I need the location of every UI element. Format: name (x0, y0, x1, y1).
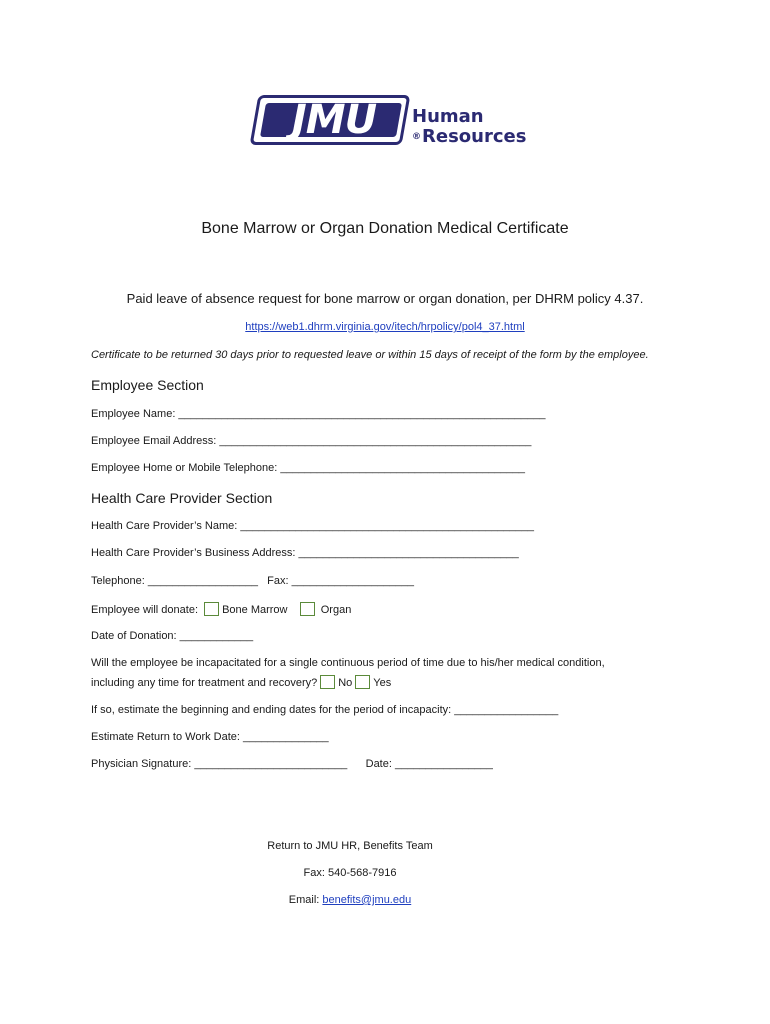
incapacity-dates-field[interactable]: If so, estimate the beginning and ending dates for the period of incapacity: _________________ (91, 704, 559, 716)
no-checkbox[interactable] (320, 675, 335, 689)
bone-marrow-checkbox[interactable] (204, 602, 219, 616)
fax-field[interactable]: Fax: ____________________ (267, 575, 414, 587)
organ-checkbox[interactable] (300, 602, 315, 616)
return-date-field[interactable]: Estimate Return to Work Date: ______________ (91, 731, 329, 743)
employee-name-field[interactable]: Employee Name: ____________________________________________________________ (91, 408, 546, 420)
return-to-text: Return to JMU HR, Benefits Team (267, 840, 433, 852)
provider-name-field[interactable]: Health Care Provider’s Name: ________________________________________________ (91, 520, 535, 532)
signature-field[interactable]: Physician Signature: _________________________ (91, 758, 348, 770)
donation-type-row: Employee will donate: Bone Marrow Organ (91, 604, 352, 616)
provider-section-heading: Health Care Provider Section (91, 490, 273, 506)
return-note: Certificate to be returned 30 days prior to requested leave or within 15 days of receipt of the form by the employee. (91, 349, 649, 361)
yes-checkbox[interactable] (355, 675, 370, 689)
signature-row (91, 758, 493, 770)
telephone-fax-row (91, 575, 414, 587)
signature-date-field[interactable]: Date: ________________ (365, 758, 493, 770)
telephone-field[interactable]: Telephone: __________________ (91, 575, 258, 587)
employee-email-field[interactable]: Employee Email Address: ___________________________________________________ (91, 435, 532, 447)
logo-unit-name: Human ®Resources (412, 106, 527, 147)
jmu-hr-logo (254, 95, 527, 151)
provider-address-field[interactable]: Health Care Provider’s Business Address: ____________________________________ (91, 547, 519, 559)
incapacity-question-line1: Will the employee be incapacitated for a single continuous period of time due to his/her medical condition, (91, 657, 605, 669)
donation-date-field[interactable]: Date of Donation: ____________ (91, 630, 254, 642)
employee-section-heading: Employee Section (91, 377, 204, 393)
benefits-email-link[interactable]: benefits@jmu.edu (322, 894, 412, 906)
intro-text: Paid leave of absence request for bone marrow or organ donation, per DHRM policy 4.37. (126, 291, 644, 306)
employee-phone-field[interactable]: Employee Home or Mobile Telephone: ________________________________________ (91, 462, 526, 474)
footer-email-row: Email: benefits@jmu.edu (288, 894, 412, 906)
document-title: Bone Marrow or Organ Donation Medical Certificate (201, 220, 569, 237)
policy-link[interactable]: https://web1.dhrm.virginia.gov/itech/hrpolicy/pol4_37.html (245, 321, 525, 333)
footer-fax: Fax: 540-568-7916 (303, 867, 397, 879)
incapacity-question-line2: including any time for treatment and recovery? No Yes (91, 677, 392, 689)
logo-mark: JMU (291, 97, 377, 143)
